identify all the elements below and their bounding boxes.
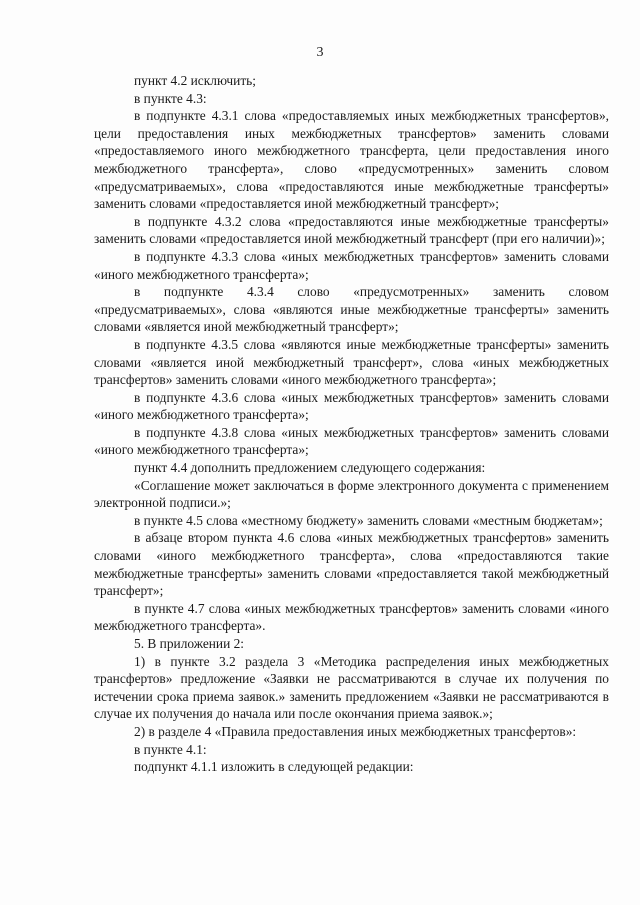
paragraph: в подпункте 4.3.8 слова «иных межбюджетных трансфертов» заменить словами «иного межбюджетного трансферта»; (94, 424, 609, 458)
paragraph: «Соглашение может заключаться в форме электронного документа с применением электронной подписи.»; (94, 477, 609, 511)
paragraph: в подпункте 4.3.3 слова «иных межбюджетных трансфертов» заменить словами «иного межбюджетного трансферта»; (94, 248, 609, 282)
paragraph: в подпункте 4.3.6 слова «иных межбюджетных трансфертов» заменить словами «иного межбюджетного трансферта»; (94, 389, 609, 423)
paragraph: подпункт 4.1.1 изложить в следующей редакции: (134, 759, 414, 775)
paragraph: в пункте 4.7 слова «иных межбюджетных трансфертов» заменить словами «иного межбюджетного трансферта». (94, 600, 609, 634)
paragraph: в подпункте 4.3.2 слова «предоставляются иные межбюджетные трансферты» заменить словами «предоставляется иной межбюджетный трансферт (при его наличии)»; (94, 213, 609, 247)
paragraph: 5. В приложении 2: (134, 636, 245, 651)
paragraph: 2) в разделе 4 «Правила предоставления иных межбюджетных трансфертов»: (134, 723, 577, 739)
paragraph: в пункте 4.1: (134, 741, 207, 757)
paragraph: в пункте 4.5 слова «местному бюджету» заменить словами «местным бюджетам»; (134, 512, 603, 528)
paragraph: в пункте 4.3: (134, 90, 207, 106)
paragraph: пункт 4.4 дополнить предложением следующего содержания: (134, 460, 486, 476)
document-body (94, 72, 609, 776)
paragraph: пункт 4.2 исключить; (134, 73, 257, 88)
paragraph: в подпункте 4.3.1 слова «предоставляемых иных межбюджетных трансфертов», цели предоставления иных межбюджетных трансфертов» заменить словами «предоставляемого иного межбюджетного трансферта, цели предоставления иного межбюджетного трансферта», слово «предусмотренных» заменить словом «предусматриваемых», слова «предоставляются иные межбюджетные трансферты» заменить словами «предоставляется иной межбюджетный трансферт»; (94, 108, 609, 212)
page-number: 3 (316, 45, 324, 60)
paragraph: в подпункте 4.3.5 слова «являются иные межбюджетные трансферты» заменить словами «является иной межбюджетный трансферт», слова «иных межбюджетных трансфертов» заменить словами «иного межбюджетного трансферта»; (94, 336, 609, 388)
paragraph: в подпункте 4.3.4 слово «предусмотренных» заменить словом «предусматриваемых», слова «являются иные межбюджетные трансферты» заменить словами «является иной межбюджетный трансферт»; (94, 284, 609, 335)
paragraph: 1) в пункте 3.2 раздела 3 «Методика распределения иных межбюджетных трансфертов» предложение «Заявки не рассматриваются в случае их получения по истечении срока приема заявок.» заменить предложением «Заявки не рассматриваются в случае их получения до начала или после окончания приема заявок.»; (94, 653, 609, 722)
paragraph: в абзаце втором пункта 4.6 слова «иных межбюджетных трансфертов» заменить словами «иного межбюджетного трансферта», слова «предоставляются такие межбюджетные трансферты» заменить словами «предоставляется такой межбюджетный трансферт»; (94, 530, 609, 599)
